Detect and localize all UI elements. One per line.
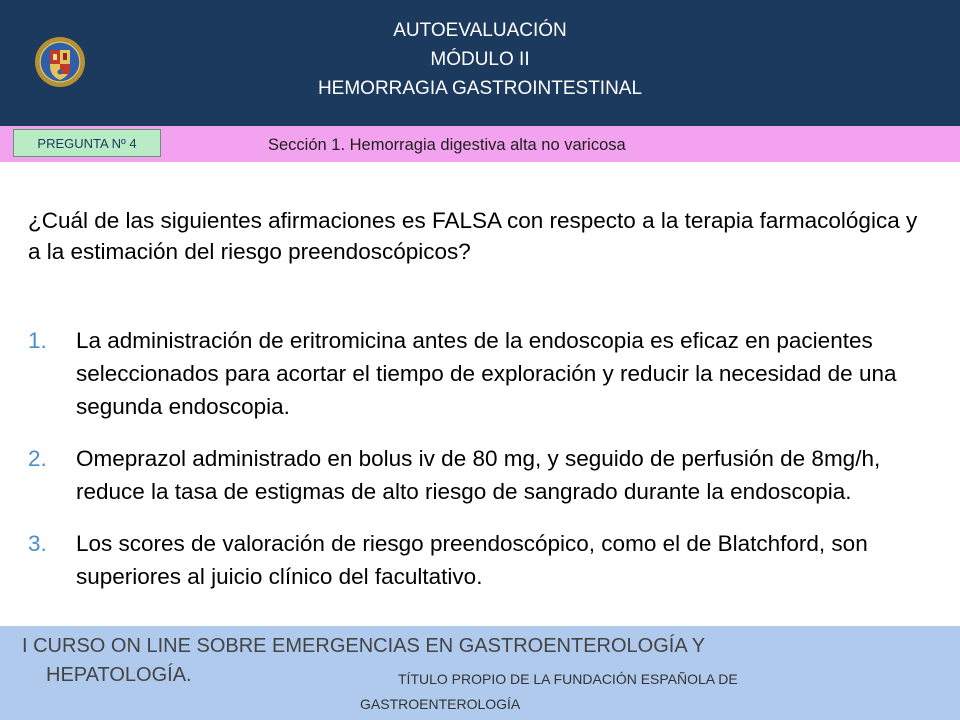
answer-text: Los scores de valoración de riesgo preendoscópico, como el de Blatchford, son superiores al juicio clínico del facultativo.: [76, 531, 868, 589]
answer-number: 3.: [28, 531, 47, 556]
answer-option-1: [28, 324, 928, 423]
footer-course-title-cont: HEPATOLOGÍA.: [46, 664, 192, 686]
footer-course-title: I CURSO ON LINE SOBRE EMERGENCIAS EN GASTROENTEROLOGÍA Y: [22, 635, 706, 657]
header-line-1: AUTOEVALUACIÓN: [393, 20, 567, 41]
answer-option-3: [28, 527, 928, 593]
answer-option-2: [28, 442, 928, 508]
answer-number: 2.: [28, 446, 47, 471]
header-line-3: HEMORRAGIA GASTROINTESTINAL: [317, 78, 643, 99]
footer-foundation-line-cont: GASTROENTEROLOGÍA: [360, 696, 521, 712]
question-text: ¿Cuál de las siguientes afirmaciones es FALSA con respecto a la terapia farmacológica y a la estimación del riesgo preendoscópicos?: [28, 208, 918, 264]
header-line-2: MÓDULO II: [430, 49, 530, 70]
answer-text: La administración de eritromicina antes de la endoscopia es eficaz en pacientes seleccionados para acortar el tiempo de exploración y reducir la necesidad de una segunda endoscopia.: [76, 328, 897, 419]
footer-foundation-line: TÍTULO PROPIO DE LA FUNDACIÓN ESPAÑOLA DE: [398, 671, 738, 687]
header-bar: [0, 0, 960, 126]
question-number-badge: PREGUNTA Nº 4: [13, 129, 161, 157]
section-title: Sección 1. Hemorragia digestiva alta no varicosa: [268, 136, 626, 154]
answer-text: Omeprazol administrado en bolus iv de 80 mg, y seguido de perfusión de 8mg/h, reduce la tasa de estigmas de alto riesgo de sangrado durante la endoscopia.: [76, 446, 881, 504]
answer-number: 1.: [28, 328, 47, 353]
answer-list: [28, 324, 928, 612]
